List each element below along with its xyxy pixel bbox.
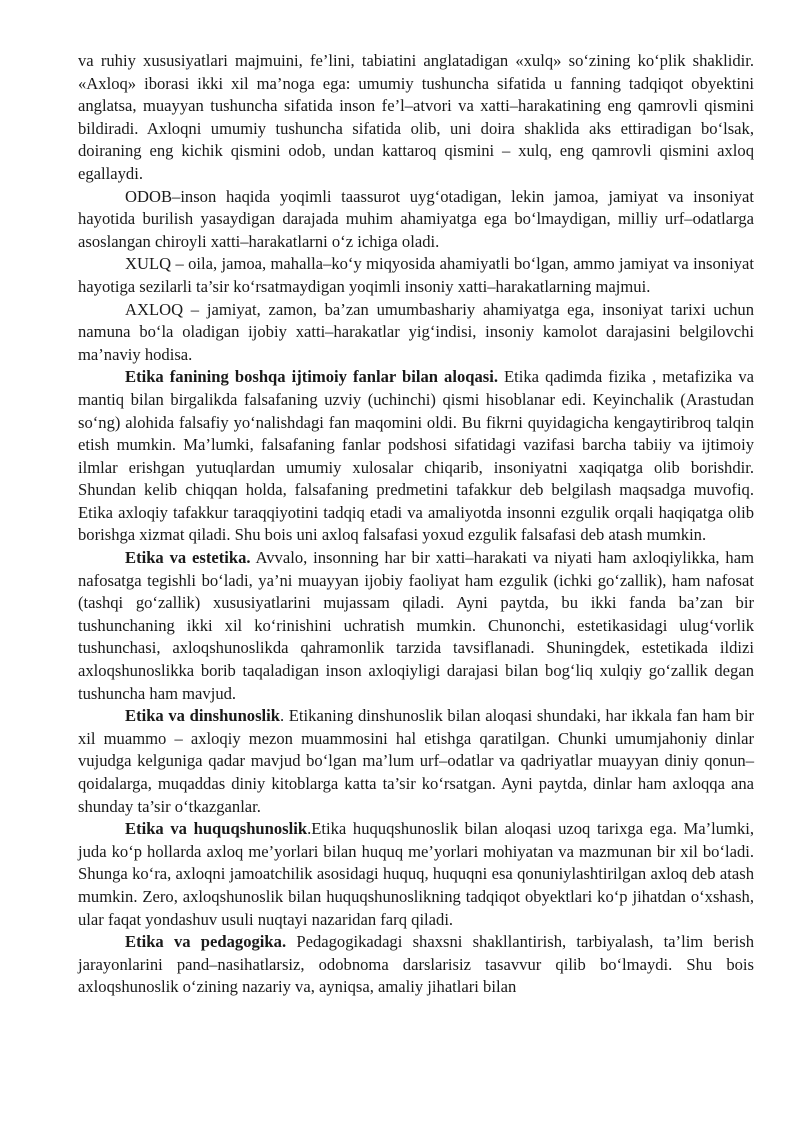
paragraph-text: Etika qadimda fizika , metafizika va mantiq bilan birgalikda falsafaning uzviy (uchinchi) qismi hisoblanar edi. Keyinchalik (Arastudan so‘ng) alohida falsafiy yo‘nalishdagi fan maqomini oldi. Bu fikrni quyidagicha kengaytiribroq talqin etish mumkin. Ma’lumki, falsafaning fanlar podshosi sifatidagi vazifasi barcha tabiiy va ijtimoiy ilmlar erishgan yutuqlardan umumiy xulosalar chiqarib, insoniyatni xaqiqatga olib borishdir. Shundan kelib chiqqan holda, falsafaning predmetini tafakkur deb belgilash maqsadga muvofiq. Etika axloqiy tafakkur taraqqiyotini tadqiq etadi va amaliyotda insonni ezgulik orqali haqiqatga olib borishga xizmat qiladi. Shu bois uni axloq falsafasi yoxud ezgulik falsafasi deb atash mumkin. bbox=[78, 367, 754, 545]
paragraph-ijtimoiy-fanlar bbox=[78, 366, 754, 547]
paragraph-text: va ruhiy xususiyatlari majmuini, fe’lini, tabiatini anglatadigan «xulq» so‘zining ko‘plik shaklidir. «Axloq» iborasi ikki xil ma’noga ega: umumiy tushuncha sifatida u fanning tadqiqot obyektini anglatsa, muayyan tushuncha sifatida inson fe’l–atvori va xatti–harakatining eng qamrovli qismini bildiradi. Axloqni umumiy tushuncha sifatida olib, uni doira shaklida aks ettiradigan bo‘lsak, doiraning eng kichik qismini odob, undan kattaroq qismini – xulq, eng qamrovli qismini axloq egallaydi. bbox=[78, 51, 754, 183]
paragraph-estetika bbox=[78, 547, 754, 705]
paragraph-odob bbox=[78, 186, 754, 254]
section-heading: Etika va estetika. bbox=[125, 548, 251, 568]
paragraph-text: XULQ – oila, jamoa, mahalla–ko‘y miqyosida ahamiyatli bo‘lgan, ammo jamiyat va insoniyat hayotiga sezilarli ta’sir ko‘rsatmaydigan yoqimli insoniy xatti–harakatlarning majmui. bbox=[78, 254, 754, 296]
section-heading: Etika va dinshunoslik bbox=[125, 706, 281, 726]
paragraph-text: ODOB–inson haqida yoqimli taassurot uyg‘otadigan, lekin jamoa, jamiyat va insoniyat hayotida burilish yasaydigan darajada muhim ahamiyatga ega bo‘lmaydigan, milliy urf–odatlarga asoslangan chiroyli xatti–harakatlarni o‘z ichiga oladi. bbox=[78, 186, 754, 251]
paragraph-axloq bbox=[78, 299, 754, 367]
paragraph-text: .Etika huquqshunoslik bilan aloqasi uzoq tarixga ega. Ma’lumki, juda ko‘p hollarda axloq me’yorlari bilan huquq me’yorlari mohiyatan va mazmunan bir xil bo‘ladi. Shunga ko‘ra, axloqni jamoatchilik asosidagi huquq, huquqni esa qonuniylashtirilgan axloq deb atash mumkin. Zero, axloqshunoslik bilan huquqshunoslikning tadqiqot obyektlari ko‘p jihatdan o‘xshash, ular faqat yondashuv usuli nuqtayi nazaridan farq qiladi. bbox=[78, 819, 754, 929]
paragraph-dinshunoslik bbox=[78, 705, 754, 818]
paragraph-text: AXLOQ – jamiyat, zamon, ba’zan umumbashariy ahamiyatga ega, insoniyat tarixi uchun namuna bo‘la oladigan ijobiy xatti–harakatlar yig‘indisi, insoniy kamolot darajasini belgilovchi ma’naviy hodisa. bbox=[78, 299, 754, 364]
paragraph-huquqshunoslik bbox=[78, 818, 754, 931]
paragraph-text: Pedagogikadagi shaxsni shakllantirish, tarbiyalash, ta’lim berish jarayonlarini pand–nasihatlarsiz, odobnoma darslarisiz tasavvur qilib bo‘lmaydi. Shu bois axloqshunoslik o‘zining nazariy va, ayniqsa, amaliy jihatlari bilan bbox=[78, 932, 754, 997]
paragraph-text: Avvalo, insonning har bir xatti–harakati va niyati ham axloqiylikka, ham nafosatga tegishli bo‘ladi, ya’ni muayyan ijobiy faoliyat ham ezgulik (ichki go‘zallik), ham nafosat (tashqi go‘zallik) xususiyatlarini mujassam qiladi. Ayni paytda, bu ikki fanda ba’zan bir tushunchaning ikki xil ko‘rinishini uchratish mumkin. Chunonchi, estetikasidagi ulug‘vorlik tushunchasi, axloqshunoslikda qahramonlik tarzida tavsiflanadi. Shuningdek, estetikada ildizi axloqshunoslikka borib taqaladigan inson axloqiyligi darajasi bilan bog‘liq xulqiy go‘zallik degan tushuncha ham mavjud. bbox=[78, 548, 754, 703]
section-heading: Etika va pedagogika. bbox=[125, 932, 287, 952]
paragraph-intro bbox=[78, 50, 754, 186]
section-heading: Etika va huquqshunoslik bbox=[125, 819, 308, 839]
paragraph-text: . Etikaning dinshunoslik bilan aloqasi shundaki, har ikkala fan ham bir xil muammo – axloqiy mezon muammosini hal etishga qaratilgan. Chunki umumjahoniy dinlar vujudga kelguniga qadar mavjud bo‘lgan ma’lum urf–odatlar va qadriyatlar muayyan diniy qonun–qoidalarga, muqaddas diniy kitoblarga katta ta’sir ko‘rsatgan. Ayni paytda, dinlar ham axloqqa ana shunday ta’sir o‘tkazganlar. bbox=[78, 706, 754, 816]
paragraph-pedagogika bbox=[78, 931, 754, 999]
section-heading: Etika fanining boshqa ijtimoiy fanlar bilan aloqasi. bbox=[125, 367, 498, 387]
document-page bbox=[78, 50, 754, 999]
paragraph-xulq bbox=[78, 253, 754, 298]
